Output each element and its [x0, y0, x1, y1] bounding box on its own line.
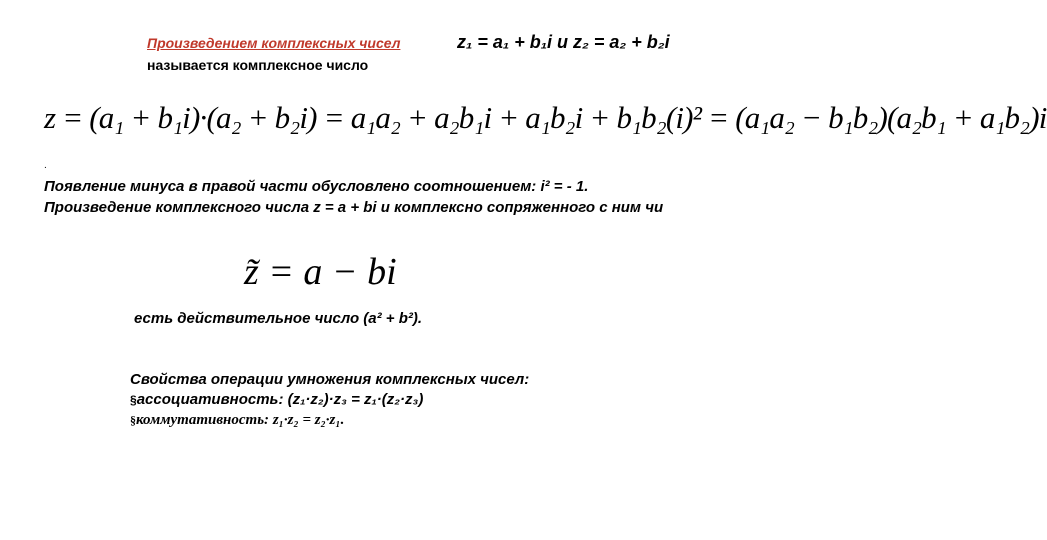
properties-title: Свойства операции умножения комплексных чисел: — [130, 371, 530, 388]
product-formula: z = (a₁ + b₁i)·(a₂ + b₂i) = a₁a₂ + a₂b₁i + a₁b₂i + b₁b₂(i)² = (a₁a₂ − b₁b₂)(a₂b₁ + a₁b₂)i — [44, 100, 1047, 135]
associativity-property — [130, 391, 423, 408]
bullet-icon: § — [130, 413, 136, 427]
definition-equation: z₁ = a₁ + b₁i и z₂ = a₂ + b₂i — [457, 32, 670, 52]
commutativity-label: коммутативность: — [136, 412, 270, 428]
sign-note: Появление минуса в правой части обусловлено соотношением: i² = - 1. — [44, 178, 589, 195]
conjugate-formula: z̃ = a − bi — [244, 251, 397, 293]
associativity-formula: (z₁·z₂)·z₃ = z₁·(z₂·z₃) — [287, 391, 424, 408]
dot-marker: . — [44, 160, 47, 171]
product-note: Произведение комплексного числа z = a + bi и комплексно сопряженного с ним чи — [44, 199, 664, 216]
real-number-note: есть действительное число (a² + b²). — [134, 310, 423, 327]
definition-title: Произведением комплексных чисел — [147, 35, 401, 51]
bullet-icon: § — [130, 393, 137, 407]
definition-subtitle: называется комплексное число — [147, 57, 369, 73]
associativity-label: ассоциативность: — [136, 391, 284, 408]
commutativity-property — [130, 412, 344, 429]
commutativity-formula: z₁·z₂ = z₂·z₁. — [272, 412, 345, 428]
